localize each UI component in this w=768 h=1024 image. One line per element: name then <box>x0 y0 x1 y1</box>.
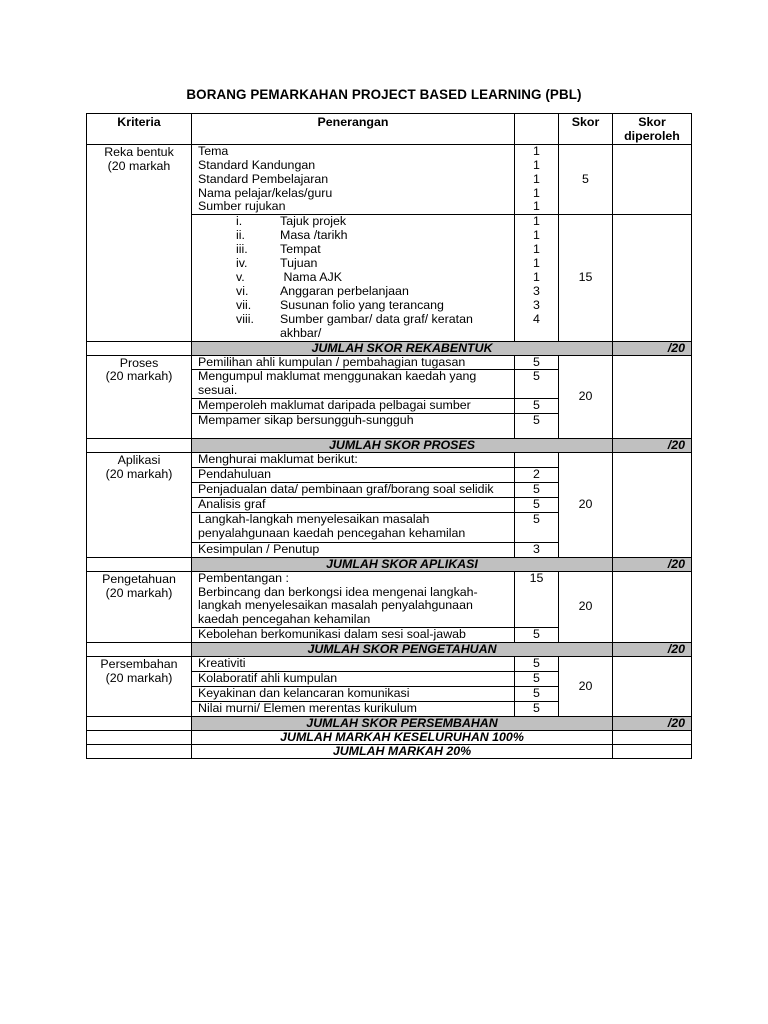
total-max: /20 <box>613 716 692 730</box>
header-skor: Skor <box>559 114 613 145</box>
item-number: viii. <box>236 311 254 326</box>
table-row <box>87 571 692 628</box>
description-cell: Keyakinan dan kelancaran komunikasi <box>192 687 515 702</box>
table-row <box>87 453 692 468</box>
mark-value: 1 <box>533 199 540 214</box>
criterion-cell <box>87 657 192 717</box>
mark-value: 5 <box>515 414 559 439</box>
header-row <box>87 114 692 145</box>
list-item: Sumber rujukan <box>198 199 286 214</box>
mark-value: 2 <box>515 468 559 483</box>
skor-cell: 20 <box>559 355 613 439</box>
item-text: Anggaran perbelanjaan <box>280 283 409 298</box>
rubric-table <box>86 113 692 759</box>
total-label: JUMLAH SKOR PENGETAHUAN <box>192 643 613 657</box>
mark-value: 15 <box>515 571 559 628</box>
total-row-rekabentuk <box>87 341 692 355</box>
criterion-name: Persembahan <box>100 657 178 672</box>
mark-value: 5 <box>515 399 559 414</box>
mark-value: 5 <box>515 355 559 370</box>
description-cell: Analisis graf <box>192 497 515 512</box>
description-cell: Pendahuluan <box>192 468 515 483</box>
criterion-cell <box>87 453 192 558</box>
score-obtained-cell[interactable] <box>613 571 692 643</box>
mark-value: 4 <box>533 311 540 326</box>
description-cell: Langkah-langkah menyelesaikan masalah penyalahgunaan kaedah pencegahan kehamilan <box>192 512 515 542</box>
mark-value: 5 <box>515 672 559 687</box>
total-max: /20 <box>613 557 692 571</box>
item-text: Nama AJK <box>280 269 342 284</box>
total-label: JUMLAH SKOR PROSES <box>192 439 613 453</box>
description-cell: Nilai murni/ Elemen merentas kurikulum <box>192 701 515 716</box>
grand-total-value[interactable] <box>613 730 692 744</box>
skor-cell: 20 <box>559 657 613 717</box>
item-text: Tajuk projek <box>280 214 347 229</box>
criterion-marks: (20 markah) <box>105 671 173 686</box>
total-label: JUMLAH SKOR PERSEMBAHAN <box>192 716 613 730</box>
mark-value: 5 <box>515 497 559 512</box>
mark-value: 5 <box>515 687 559 702</box>
item-number: vii. <box>236 297 252 312</box>
item-number: i. <box>236 214 243 229</box>
mark-value: 1 <box>533 143 540 158</box>
skor-cell: 20 <box>559 453 613 558</box>
description-text: Berbincang dan berkongsi idea mengenai langkah-langkah menyelesaikan masalah penyalahgunaan kaedah pencegahan kehamilan <box>198 584 478 627</box>
grand-total-label: JUMLAH MARKAH KESELURUHAN 100% <box>192 730 613 744</box>
mark-value: 3 <box>533 297 540 312</box>
criterion-cell <box>87 571 192 643</box>
description-cell: Mengumpul maklumat menggunakan kaedah yang sesuai. <box>192 370 515 399</box>
document-title: BORANG PEMARKAHAN PROJECT BASED LEARNING (PBL) <box>186 87 582 102</box>
item-text: Sumber gambar/ data graf/ keratan akhbar/ <box>280 311 473 340</box>
score-obtained-cell[interactable] <box>613 215 692 341</box>
mark-value: 1 <box>533 171 540 186</box>
description-cell: Mempamer sikap bersungguh-sungguh <box>192 414 515 439</box>
description-cell: Kolaboratif ahli kumpulan <box>192 672 515 687</box>
mark-value: 5 <box>515 512 559 542</box>
item-text: Tujuan <box>280 256 318 271</box>
list-item: Nama pelajar/kelas/guru <box>198 185 333 200</box>
list-item: Tema <box>198 143 229 158</box>
score-obtained-cell[interactable] <box>613 453 692 558</box>
item-text: Susunan folio yang terancang <box>280 297 444 312</box>
description-cell <box>192 144 515 215</box>
total-row-aplikasi <box>87 557 692 571</box>
mark-value: 1 <box>533 214 540 229</box>
mark-value: 5 <box>515 701 559 716</box>
header-markah <box>515 114 559 145</box>
description-cell: Penjadualan data/ pembinaan graf/borang soal selidik <box>192 482 515 497</box>
description-cell: Pemilihan ahli kumpulan / pembahagian tugasan <box>192 355 515 370</box>
final-total-value[interactable] <box>613 744 692 758</box>
marks-cell <box>515 144 559 215</box>
criterion-marks: (20 markah <box>107 158 171 173</box>
skor-cell: 5 <box>559 144 613 215</box>
marks-cell <box>515 215 559 341</box>
mark-value: 1 <box>533 256 540 271</box>
item-number: vi. <box>236 283 249 298</box>
criterion-cell <box>87 144 192 341</box>
criterion-name: Reka bentuk <box>104 144 174 159</box>
skor-cell: 20 <box>559 571 613 643</box>
total-max: /20 <box>613 341 692 355</box>
header-skor-diperoleh: Skor diperoleh <box>613 114 692 145</box>
final-total-row <box>87 744 692 758</box>
mark-value: 1 <box>533 242 540 257</box>
list-item: Standard Kandungan <box>198 157 316 172</box>
total-label: JUMLAH SKOR APLIKASI <box>192 557 613 571</box>
mark-value: 5 <box>515 370 559 399</box>
criterion-name: Proses <box>119 355 159 370</box>
mark-value: 3 <box>533 283 540 298</box>
description-heading: Pembentangan : <box>198 570 289 585</box>
item-number: iv. <box>236 256 248 271</box>
criterion-marks: (20 markah) <box>105 467 173 482</box>
table-row <box>87 355 692 370</box>
description-cell: Kreativiti <box>192 657 515 672</box>
score-obtained-cell[interactable] <box>613 144 692 215</box>
mark-value: 1 <box>533 157 540 172</box>
score-obtained-cell[interactable] <box>613 657 692 717</box>
description-cell: Memperoleh maklumat daripada pelbagai sumber <box>192 399 515 414</box>
criterion-marks: (20 markah) <box>105 585 173 600</box>
header-penerangan: Penerangan <box>192 114 515 145</box>
total-row-proses <box>87 439 692 453</box>
description-cell: Kebolehan berkomunikasi dalam sesi soal-jawab <box>192 628 515 643</box>
criterion-name: Pengetahuan <box>102 571 176 586</box>
item-number: iii. <box>236 242 248 257</box>
list-item: Standard Pembelajaran <box>198 171 329 186</box>
mark-value: 5 <box>515 628 559 643</box>
description-cell <box>192 215 515 341</box>
criterion-marks: (20 markah) <box>105 369 173 384</box>
skor-cell: 15 <box>559 215 613 341</box>
description-cell: Menghurai maklumat berikut: <box>192 453 515 468</box>
reka-block-1 <box>87 144 692 215</box>
description-cell: Kesimpulan / Penutup <box>192 542 515 557</box>
total-row-persembahan <box>87 716 692 730</box>
mark-value: 1 <box>533 185 540 200</box>
score-obtained-cell[interactable] <box>613 355 692 439</box>
total-row-pengetahuan <box>87 643 692 657</box>
total-label: JUMLAH SKOR REKABENTUK <box>192 341 613 355</box>
mark-value: 1 <box>533 228 540 243</box>
mark-value: 3 <box>515 542 559 557</box>
mark-value: 5 <box>515 657 559 672</box>
total-max: /20 <box>613 439 692 453</box>
item-number: ii. <box>236 228 245 243</box>
mark-value <box>515 453 559 468</box>
criterion-name: Aplikasi <box>117 453 161 468</box>
item-text: Tempat <box>280 242 321 257</box>
criterion-cell <box>87 355 192 439</box>
description-cell <box>192 571 515 628</box>
header-kriteria: Kriteria <box>87 114 192 145</box>
total-max: /20 <box>613 643 692 657</box>
table-row <box>87 657 692 672</box>
mark-value: 5 <box>515 482 559 497</box>
final-total-label: JUMLAH MARKAH 20% <box>192 744 613 758</box>
item-text: Masa /tarikh <box>280 228 348 243</box>
item-number: v. <box>236 269 245 284</box>
mark-value: 1 <box>533 269 540 284</box>
grand-total-row <box>87 730 692 744</box>
